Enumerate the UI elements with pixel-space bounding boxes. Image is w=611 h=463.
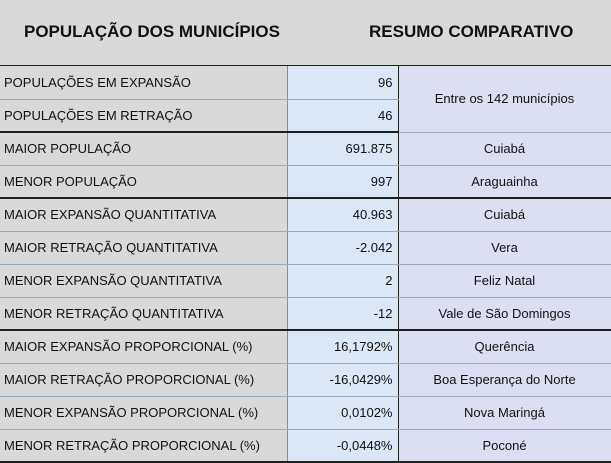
row-value: 40.963 [287,198,398,231]
row-label: MENOR RETRAÇÃO PROPORCIONAL (%) [0,429,287,462]
row-label: MENOR EXPANSÃO PROPORCIONAL (%) [0,396,287,429]
row-value: 997 [287,165,398,198]
row-municipio: Cuiabá [398,132,611,165]
row-label: MENOR EXPANSÃO QUANTITATIVA [0,264,287,297]
row-value: 96 [287,66,398,99]
row-municipio: Vale de São Domingos [398,297,611,330]
row-value: 46 [287,99,398,132]
table-row [0,363,611,396]
table-row [0,330,611,363]
table-row [0,396,611,429]
row-label: MAIOR RETRAÇÃO QUANTITATIVA [0,231,287,264]
row-municipio: Nova Maringá [398,396,611,429]
row-municipio: Querência [398,330,611,363]
row-municipio: Vera [398,231,611,264]
row-municipio: Feliz Natal [398,264,611,297]
row-label: MAIOR EXPANSÃO PROPORCIONAL (%) [0,330,287,363]
row-value: 691.875 [287,132,398,165]
table-row [0,429,611,462]
row-value: 2 [287,264,398,297]
summary-table [0,66,611,463]
row-label: MENOR RETRAÇÃO QUANTITATIVA [0,297,287,330]
table-row [0,198,611,231]
table-row [0,165,611,198]
row-municipio: Cuiabá [398,198,611,231]
table-row [0,66,611,99]
row-label: POPULAÇÕES EM EXPANSÃO [0,66,287,99]
row-value: 0,0102% [287,396,398,429]
table-header [0,0,611,66]
header-right-title: RESUMO COMPARATIVO [369,22,574,41]
table-row [0,132,611,165]
row-value: 16,1792% [287,330,398,363]
header-left-title: POPULAÇÃO DOS MUNICÍPIOS [24,22,280,41]
row-value: -2.042 [287,231,398,264]
row-municipio: Entre os 142 municípios [398,66,611,132]
row-municipio: Araguainha [398,165,611,198]
row-value: -12 [287,297,398,330]
row-label: MAIOR RETRAÇÃO PROPORCIONAL (%) [0,363,287,396]
row-label: MAIOR POPULAÇÃO [0,132,287,165]
row-municipio: Poconé [398,429,611,462]
table-row [0,231,611,264]
table-row [0,297,611,330]
row-label: MENOR POPULAÇÃO [0,165,287,198]
row-label: POPULAÇÕES EM RETRAÇÃO [0,99,287,132]
row-value: -16,0429% [287,363,398,396]
row-municipio: Boa Esperança do Norte [398,363,611,396]
table-row [0,264,611,297]
row-value: -0,0448% [287,429,398,462]
row-label: MAIOR EXPANSÃO QUANTITATIVA [0,198,287,231]
